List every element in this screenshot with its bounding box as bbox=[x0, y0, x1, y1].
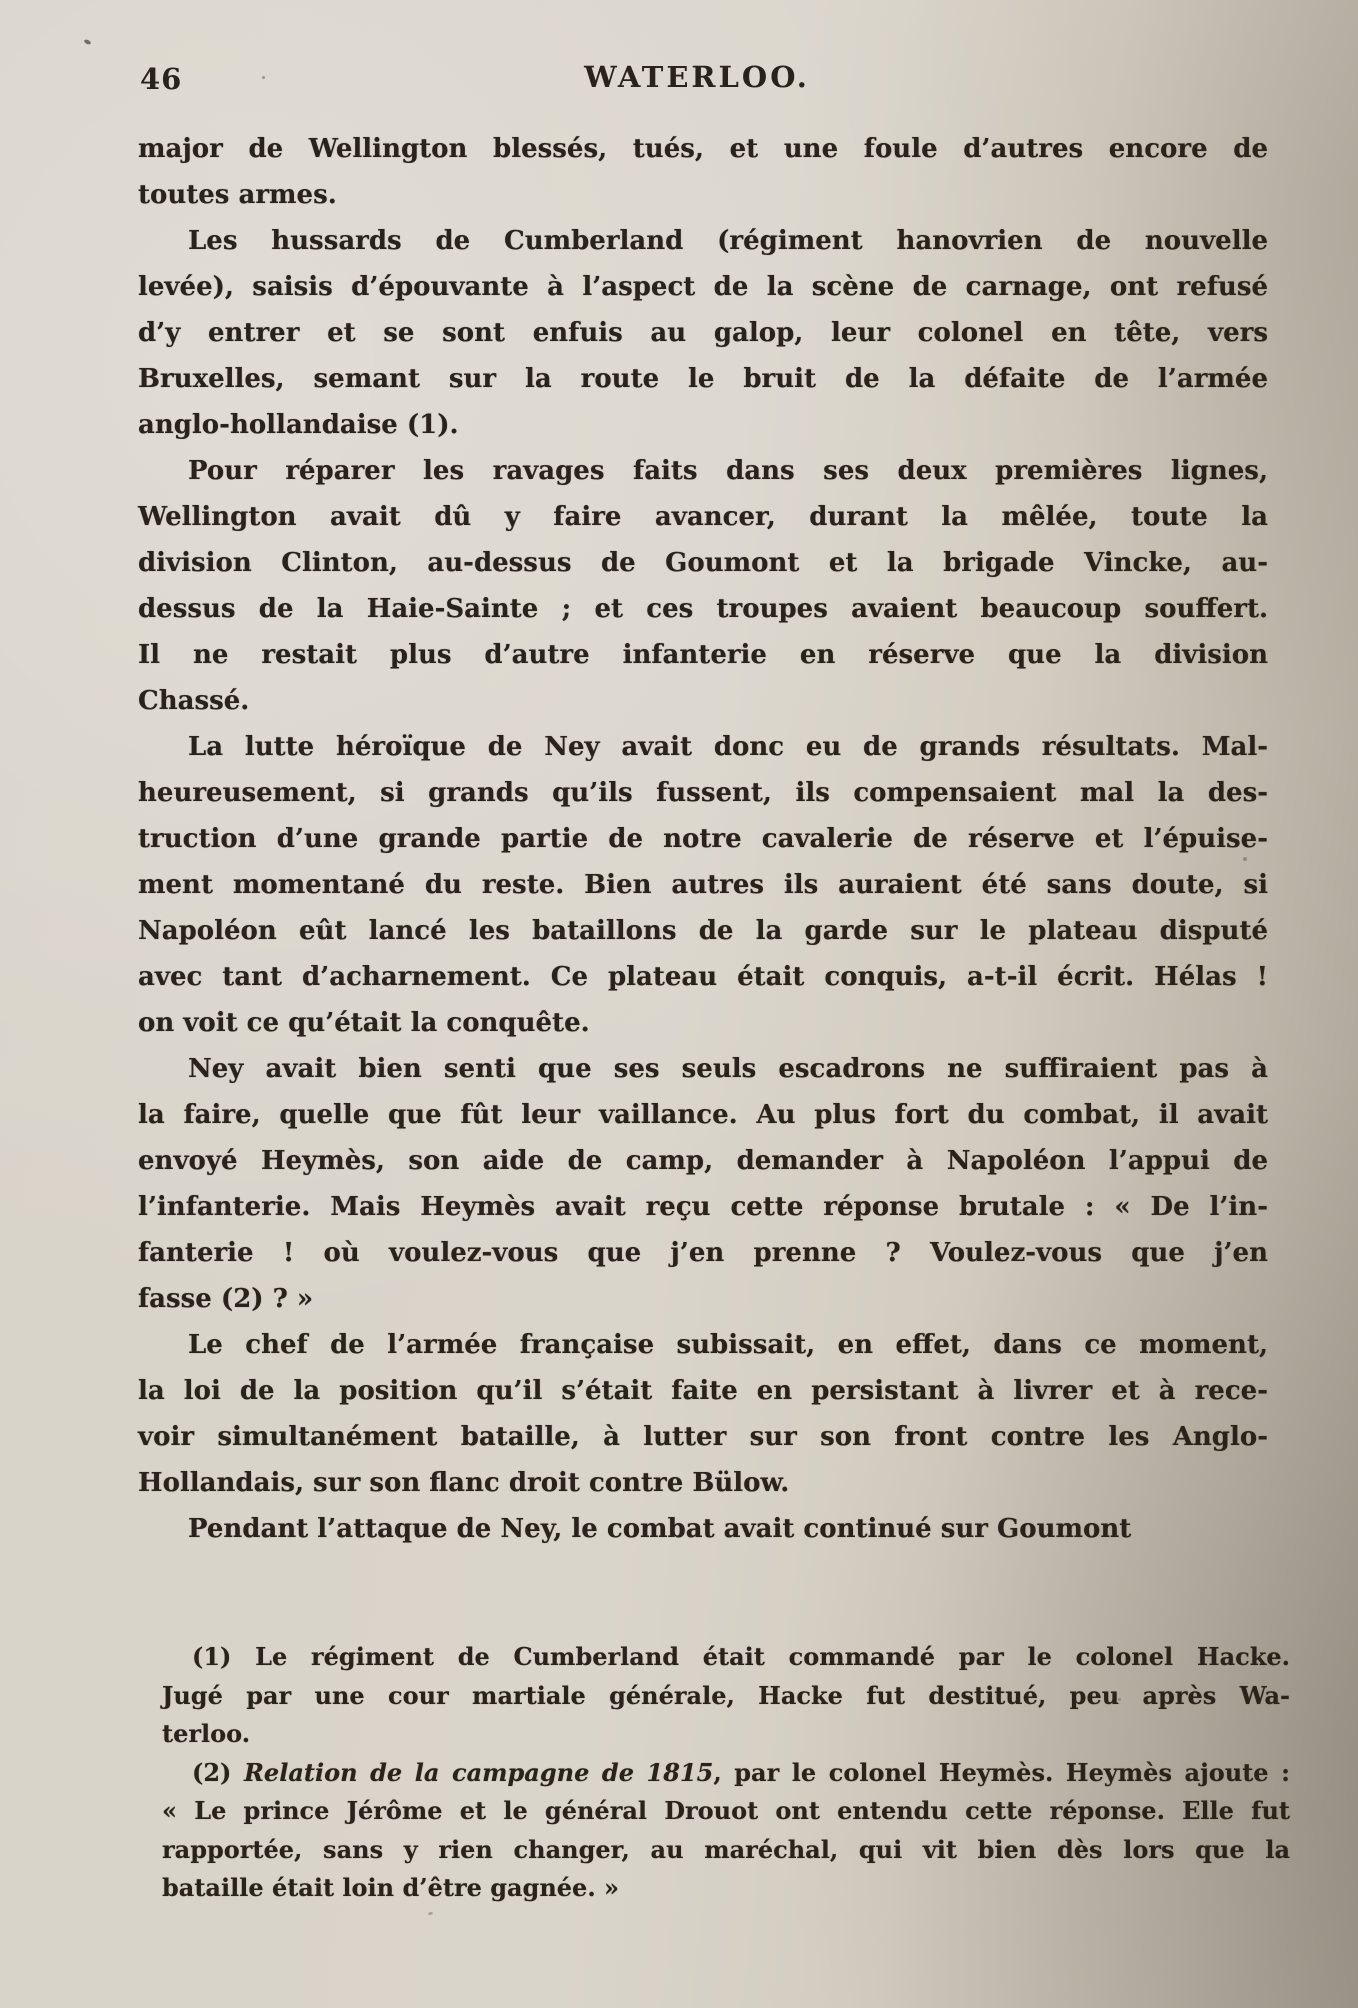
body-paragraph bbox=[138, 126, 1268, 218]
body-line: fasse (2) ? » bbox=[138, 1284, 314, 1314]
body-line: Hollandais, sur son flanc droit contre Bülow. bbox=[138, 1468, 790, 1498]
footnote-line: « Le prince Jérôme et le général Drouot ont entendu cette réponse. Elle fut bbox=[162, 1796, 1290, 1825]
body-line: la faire, quelle que fût leur vaillance. Au plus fort du combat, il avait bbox=[138, 1100, 1268, 1130]
body-line: l’infanterie. Mais Heymès avait reçu cette réponse brutale : « De l’in- bbox=[138, 1192, 1268, 1222]
page-number: 46 bbox=[140, 62, 183, 96]
text-segment: (2) bbox=[192, 1757, 244, 1787]
body-line: levée), saisis d’épouvante à l’aspect de la scène de carnage, ont refusé bbox=[138, 272, 1268, 302]
footnote-line bbox=[162, 1754, 1290, 1793]
body-paragraph bbox=[138, 448, 1268, 724]
body-line: Napoléon eût lancé les bataillons de la garde sur le plateau disputé bbox=[138, 916, 1268, 946]
italic-text: Relation de la campagne de 1815 bbox=[243, 1757, 714, 1787]
footnote-line: Jugé par une cour martiale générale, Hacke fut destitué, peu après Wa- bbox=[162, 1680, 1290, 1710]
body-paragraph bbox=[138, 724, 1268, 1046]
body-line: division Clinton, au-dessus de Goumont et la brigade Vincke, au- bbox=[138, 548, 1268, 578]
body-paragraph bbox=[138, 218, 1268, 448]
footnote-line: (1) Le régiment de Cumberland était commandé par le colonel Hacke. bbox=[192, 1642, 1290, 1671]
body-line: Bruxelles, semant sur la route le bruit de la défaite de l’armée bbox=[138, 364, 1268, 394]
body-line: voir simultanément bataille, à lutter sur son front contre les Anglo- bbox=[138, 1422, 1268, 1452]
body-line: toutes armes. bbox=[138, 180, 337, 210]
running-title: WATERLOO. bbox=[584, 60, 810, 94]
body-line: anglo-hollandaise (1). bbox=[138, 410, 459, 440]
page-header bbox=[138, 58, 1268, 98]
body-line: Pendant l’attaque de Ney, le combat avait continué sur Goumont bbox=[188, 1514, 1132, 1544]
body-line: Il ne restait plus d’autre infanterie en réserve que la division bbox=[138, 640, 1268, 670]
body-line: truction d’une grande partie de notre cavalerie de réserve et l’épuise- bbox=[138, 824, 1268, 854]
paper-speck bbox=[428, 1911, 434, 1915]
body-line: on voit ce qu’était la conquête. bbox=[138, 1008, 590, 1038]
body-line: Wellington avait dû y faire avancer, durant la mêlée, toute la bbox=[138, 502, 1268, 532]
body-line: Les hussards de Cumberland (régiment hanovrien de nouvelle bbox=[188, 226, 1268, 256]
body-line: Le chef de l’armée française subissait, en effet, dans ce moment, bbox=[188, 1330, 1268, 1360]
body-paragraph bbox=[138, 1506, 1268, 1552]
paper-speck bbox=[83, 39, 91, 46]
body-line: dessus de la Haie-Sainte ; et ces troupes avaient beaucoup souffert. bbox=[138, 594, 1268, 624]
footnote-line: bataille était loin d’être gagnée. » bbox=[162, 1873, 620, 1902]
body-line: Ney avait bien senti que ses seuls escadrons ne suffiraient pas à bbox=[188, 1054, 1268, 1084]
footnote-paragraph bbox=[162, 1638, 1290, 1754]
body-line: avec tant d’acharnement. Ce plateau était conquis, a-t-il écrit. Hélas ! bbox=[138, 962, 1268, 992]
page-footnotes bbox=[162, 1638, 1290, 1908]
body-paragraph bbox=[138, 1322, 1268, 1506]
footnote-paragraph bbox=[162, 1754, 1290, 1908]
body-line: La lutte héroïque de Ney avait donc eu de grands résultats. Mal- bbox=[188, 732, 1268, 762]
body-line: d’y entrer et se sont enfuis au galop, leur colonel en tête, vers bbox=[138, 318, 1268, 348]
body-line: major de Wellington blessés, tués, et une foule d’autres encore de bbox=[138, 134, 1268, 164]
page-body bbox=[138, 126, 1268, 1552]
body-line: fanterie ! où voulez-vous que j’en prenne ? Voulez-vous que j’en bbox=[138, 1238, 1268, 1268]
footnote-line: rapportée, sans y rien changer, au maréchal, qui vit bien dès lors que la bbox=[162, 1834, 1290, 1864]
body-line: Pour réparer les ravages faits dans ses deux premières lignes, bbox=[188, 456, 1268, 486]
body-line: ment momentané du reste. Bien autres ils auraient été sans doute, si bbox=[138, 870, 1268, 900]
body-line: Chassé. bbox=[138, 686, 250, 716]
body-paragraph bbox=[138, 1046, 1268, 1322]
body-line: envoyé Heymès, son aide de camp, demander à Napoléon l’appui de bbox=[138, 1146, 1268, 1176]
body-line: la loi de la position qu’il s’était faite en persistant à livrer et à rece- bbox=[138, 1376, 1268, 1406]
text-segment: , par le colonel Heymès. Heymès ajoute : bbox=[713, 1757, 1291, 1787]
footnote-line: terloo. bbox=[162, 1719, 251, 1748]
body-line: heureusement, si grands qu’ils fussent, ils compensaient mal la des- bbox=[138, 778, 1268, 808]
